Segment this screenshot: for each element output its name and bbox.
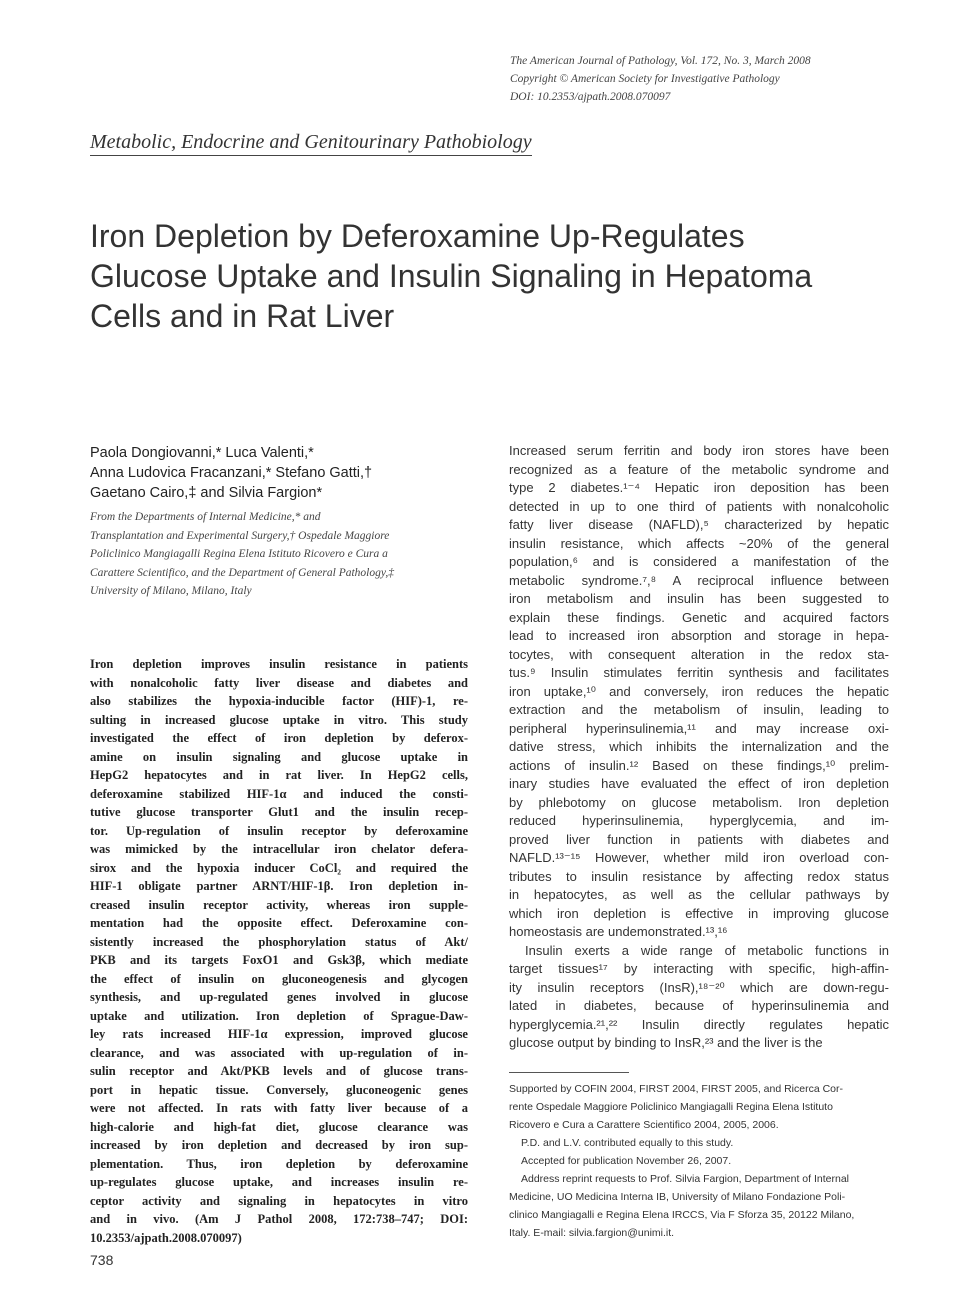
title-line: Cells and in Rat Liver — [90, 298, 395, 334]
body-line: tocytes, with consequent alteration in the redox sta- — [509, 646, 889, 662]
body-line: inary studies have evaluated the effect of iron depletion — [509, 776, 889, 791]
abstract-line: up-regulates glucose uptake, and increases insulin re- — [90, 1175, 468, 1189]
abstract-line: deferoxamine stabilized HIF-1α and induced the consti- — [90, 786, 468, 801]
body-line: lead to increased iron absorption and storage in hepa- — [509, 628, 889, 643]
abstract-line: tutive glucose transporter Glut1 and the insulin recep- — [90, 805, 468, 819]
affiliation-line: From the Departments of Internal Medicine,* and — [90, 511, 321, 523]
abstract-line: the effect of insulin on gluconeogenesis and glycogen — [90, 971, 468, 986]
article-title — [90, 216, 890, 336]
abstract-line: and in vivo. (Am J Pathol 2008, 172:738–747; DOI: — [90, 1212, 468, 1226]
footnotes — [509, 1080, 889, 1242]
abstract-line: also stabilizes the hypoxia-inducible factor (HIF)-1, re- — [90, 694, 468, 708]
body-line: homeostasis are undemonstrated.¹³,¹⁶ — [509, 924, 728, 939]
author-line: Paola Dongiovanni,* Luca Valenti,* — [90, 445, 314, 461]
abstract-line: PKB and its targets FoxO1 and Gsk3β, which mediate — [90, 953, 468, 967]
body-line: proved liver function in patients with diabetes and — [509, 831, 889, 847]
body-line: NAFLD.¹³⁻¹⁵ However, whether mild iron overload con- — [509, 850, 889, 865]
abstract-line: synthesis, and up-regulated genes involved in glucose — [90, 990, 468, 1004]
abstract-line: high-calorie and high-fat diet, glucose clearance was — [90, 1119, 468, 1134]
abstract-line: sulin receptor and Akt/PKB levels and of glucose trans- — [90, 1064, 468, 1078]
footnote-accepted: Accepted for publication November 26, 2007. — [521, 1155, 732, 1167]
footnote-reprint-line: Medicine, UO Medicina Interna IB, University of Milano Fondazione Poli- — [509, 1191, 846, 1203]
body-line: peripheral hyperinsulinemia,¹¹ and may increase oxi- — [509, 720, 889, 736]
body-line: glucose output by binding to InsR,²³ and the liver is the — [509, 1035, 823, 1050]
body-line: in hepatocytes, as well as the cellular pathways by — [509, 887, 889, 902]
journal-doi: DOI: 10.2353/ajpath.2008.070097 — [510, 91, 671, 103]
abstract-line: with nonalcoholic fatty liver disease and diabetes and — [90, 675, 468, 690]
footnote-reprint-line: Italy. E-mail: silvia.fargion@unimi.it. — [509, 1227, 675, 1239]
affiliation-line: Transplantation and Experimental Surgery,† Ospedale Maggiore — [90, 529, 390, 542]
body-line: tus.⁹ Insulin stimulates ferritin synthesis and facilitates — [509, 665, 889, 680]
body-line: lated in diabetes, because of hyperinsulinemia and — [509, 998, 889, 1013]
affiliation-line: Carattere Scientifico, and the Department of General Pathology,‡ — [90, 566, 394, 579]
abstract-line: 10.2353/ajpath.2008.070097) — [90, 1230, 242, 1245]
title-line: Iron Depletion by Deferoxamine Up-Regulates — [90, 218, 745, 254]
affiliation-line: Policlinico Mangiagalli Regina Elena Istituto Ricovero e Cura a — [90, 548, 388, 560]
abstract-line: HIF-1 obligate partner ARNT/HIF-1β. Iron depletion in- — [90, 879, 468, 893]
body-line: fatty liver disease (NAFLD),⁵ characterized by hepatic — [509, 517, 889, 532]
body-line: reduced hyperinsulinemia, hyperglycemia, and im- — [509, 813, 889, 828]
body-line: ity insulin receptors (InsR),¹⁸⁻²⁰ which are down-regu- — [509, 979, 889, 995]
abstract-line: were not affected. In rats with fatty liver because of a — [90, 1101, 468, 1115]
abstract-line: creased insulin receptor activity, whereas iron supple- — [90, 897, 468, 912]
body-line: by phlebotomy on glucose metabolism. Iron depletion — [509, 794, 889, 810]
author-line: Anna Ludovica Fracanzani,* Stefano Gatti,† — [90, 465, 373, 481]
footnote-equal-contribution: P.D. and L.V. contributed equally to this study. — [521, 1137, 734, 1149]
body-line: detected in up to one third of patients with nonalcoholic — [509, 498, 889, 514]
abstract-line: increased by iron depletion and decreased by iron sup- — [90, 1138, 468, 1152]
journal-header — [510, 52, 930, 106]
body-line: explain these findings. Genetic and acquired factors — [509, 609, 889, 625]
body-line: Insulin exerts a wide range of metabolic functions in — [525, 942, 889, 958]
body-text — [509, 442, 889, 1053]
abstract-line: was mimicked by the intracellular iron chelator defera- — [90, 842, 468, 856]
abstract-line: plementation. Thus, iron depletion by deferoxamine — [90, 1156, 468, 1171]
body-line: population,⁶ and is considered a manifestation of the — [509, 554, 889, 569]
footnote-support-line: rente Ospedale Maggiore Policlinico Mangiagalli Regina Elena Istituto — [509, 1101, 833, 1113]
abstract-line: investigated the effect of iron depletion by deferox- — [90, 731, 468, 745]
body-line: which iron depletion is effective in improving glucose — [509, 905, 889, 921]
abstract-line: sulting in increased glucose uptake in vitro. This study — [90, 712, 468, 727]
body-line: metabolic syndrome.⁷,⁸ A reciprocal influence between — [509, 572, 889, 588]
body-line: hyperglycemia.²¹,²² Insulin directly regulates hepatic — [509, 1016, 889, 1032]
journal-copyright: Copyright © American Society for Investigative Pathology — [510, 73, 780, 85]
body-line: Increased serum ferritin and body iron stores have been — [509, 443, 889, 458]
body-line: type 2 diabetes.¹⁻⁴ Hepatic iron deposition has been — [509, 480, 889, 495]
abstract-line: tor. Up-regulation of insulin receptor by deferoxamine — [90, 823, 468, 838]
author-line: Gaetano Cairo,‡ and Silvia Fargion* — [90, 485, 323, 501]
body-line: insulin resistance, which affects ~20% of the general — [509, 535, 889, 551]
affiliations — [90, 508, 475, 601]
body-line: iron metabolism and insulin has been suggested to — [509, 591, 889, 606]
abstract-line: ceptor activity and signaling in hepatocytes in vitro — [90, 1193, 468, 1208]
abstract-line: HepG2 hepatocytes and in rat liver. In HepG2 cells, — [90, 768, 468, 782]
body-line: dative stress, which inhibits the internalization and the — [509, 739, 889, 754]
section-title: Metabolic, Endocrine and Genitourinary Pathobiology — [90, 131, 532, 156]
author-list — [90, 443, 490, 503]
abstract-line: mentation had the opposite effect. Deferoxamine con- — [90, 916, 468, 930]
abstract-line: clearance, and was associated with up-regulation of in- — [90, 1045, 468, 1060]
affiliation-line: University of Milano, Milano, Italy — [90, 585, 252, 597]
abstract-line: ley rats increased HIF-1α expression, improved glucose — [90, 1027, 468, 1041]
abstract-line: sistently increased the phosphorylation status of Akt/ — [90, 934, 468, 949]
title-line: Glucose Uptake and Insulin Signaling in Hepatoma — [90, 258, 813, 294]
body-line: iron uptake,¹⁰ and conversely, iron reduces the hepatic — [509, 683, 889, 699]
body-line: target tissues¹⁷ by interacting with specific, high-affin- — [509, 961, 889, 976]
body-line: actions of insulin.¹² Based on these findings,¹⁰ prelim- — [509, 757, 889, 773]
abstract-line: port in hepatic tissue. Conversely, gluconeogenic genes — [90, 1082, 468, 1097]
abstract-line: uptake and utilization. Iron depletion of Sprague-Daw- — [90, 1008, 468, 1023]
abstract-line: Iron depletion improves insulin resistance in patients — [90, 657, 468, 671]
page-number: 738 — [90, 1252, 114, 1268]
footnote-support-line: Supported by COFIN 2004, FIRST 2004, FIRST 2005, and Ricerca Cor- — [509, 1083, 844, 1095]
abstract — [90, 655, 468, 1247]
body-line: extraction and the metabolism of insulin, leading to — [509, 702, 889, 717]
journal-citation: The American Journal of Pathology, Vol. 172, No. 3, March 2008 — [510, 55, 811, 67]
abstract-line: amine on insulin signaling and glucose uptake in — [90, 749, 468, 764]
footnote-reprint-line: clinico Mangiagalli e Regina Elena IRCCS, Via F Sforza 35, 20122 Milano, — [509, 1209, 855, 1221]
footnote-support-line: Ricovero e Cura a Carattere Scientifico 2004, 2005, 2006. — [509, 1119, 779, 1131]
abstract-line: sirox and the hypoxia inducer CoCl₂ and required the — [90, 860, 468, 875]
body-line: tributes to insulin resistance by affecting redox status — [509, 868, 889, 884]
footnote-divider — [509, 1072, 629, 1073]
body-line: recognized as a feature of the metabolic syndrome and — [509, 461, 889, 477]
footnote-reprint-line: Address reprint requests to Prof. Silvia Fargion, Department of Internal — [521, 1173, 849, 1185]
